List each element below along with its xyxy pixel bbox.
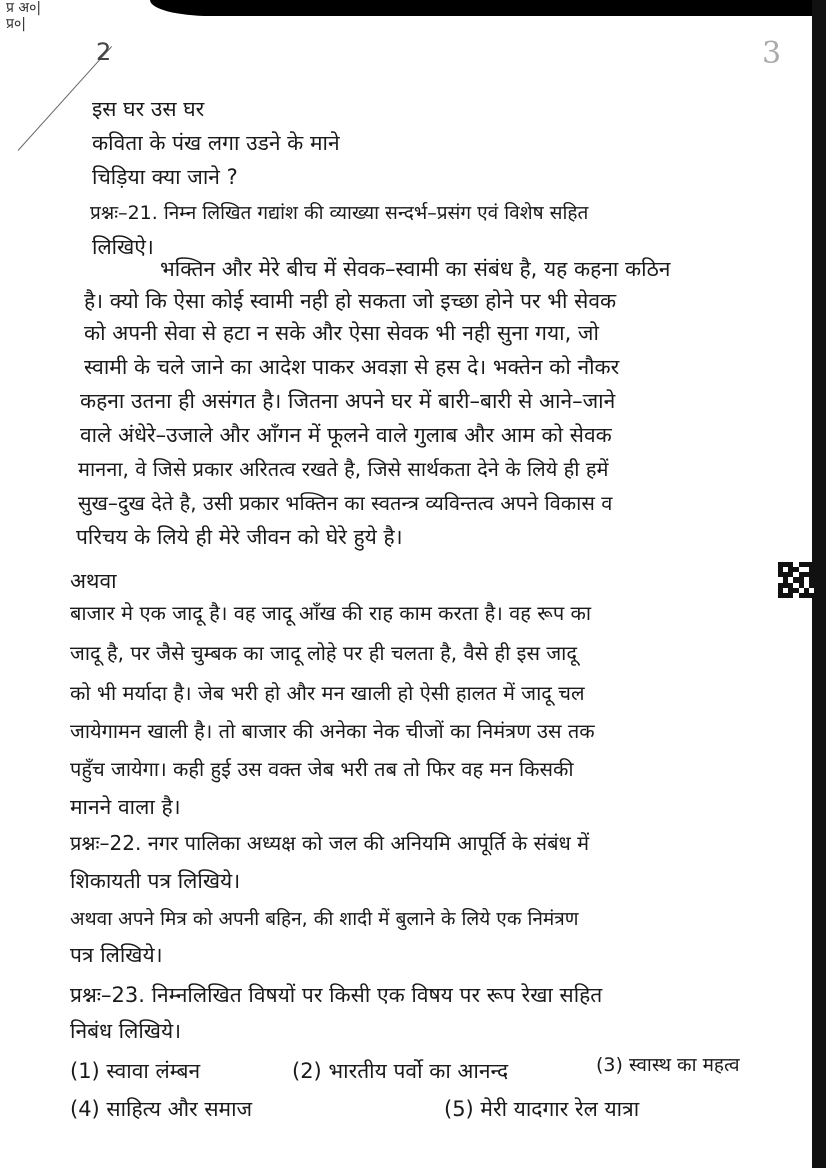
- scan-top-shadow: [150, 0, 826, 16]
- page-number-left: 2: [96, 38, 112, 66]
- q23-option: (4) साहित्य और समाज: [70, 1097, 253, 1121]
- q21-alt-line: जादू है, पर जैसे चुम्बक का जादू लोहे पर ही चलता है, वैसे ही इस जादू: [70, 641, 577, 665]
- q21-or-label: अथवा: [70, 569, 117, 593]
- q21-header: प्रश्नः–21. निम्न लिखित गद्यांश की व्याख्या सन्दर्भ–प्रसंग एवं विशेष सहित: [90, 202, 589, 224]
- q22-line: प्रश्नः–22. नगर पालिका अध्यक्ष को जल की अनियमि आपूर्ति के संबंध में: [70, 831, 590, 855]
- scan-right-edge: [812, 0, 826, 1168]
- q22-line: अथवा अपने मित्र को अपनी बहिन, की शादी में बुलाने के लिये एक निमंत्रण: [70, 908, 579, 930]
- q22-line: शिकायती पत्र लिखिये।: [70, 869, 241, 893]
- margin-note: [6, 0, 41, 32]
- poem-line: कविता के पंख लगा उडने के माने: [92, 131, 340, 155]
- q21-alt-line: पहुँच जायेगा। कही हुई उस वक्त जेब भरी तब तो फिर वह मन किसकी: [70, 757, 574, 781]
- q21-passage-line: वाले अंधेरे–उजाले और आँगन में फूलने वाले गुलाब और आम को सेवक: [80, 423, 612, 447]
- q23-option: (5) मेरी यादगार रेल यात्रा: [444, 1097, 640, 1121]
- page-number-right: 3: [762, 36, 782, 71]
- q21-passage-line: स्वामी के चले जाने का आदेश पाकर अवज्ञा से हस दे। भक्तेन को नौकर: [84, 355, 620, 379]
- poem-line: इस घर उस घर: [92, 97, 205, 121]
- q21-alt-line: बाजार मे एक जादू है। वह जादू आँख की राह काम करता है। वह रूप का: [70, 601, 592, 625]
- q21-header-cont: लिखिऐ।: [92, 235, 154, 259]
- q21-passage-line: कहना उतना ही असंगत है। जितना अपने घर में बारी–बारी से आने–जाने: [80, 389, 616, 413]
- q23-option: (1) स्वावा लंम्बन: [70, 1059, 201, 1083]
- q21-alt-line: को भी मर्यादा है। जेब भरी हो और मन खाली हो ऐसी हालत में जादू चल: [70, 681, 585, 705]
- margin-note-line: प्र०|: [6, 16, 26, 32]
- q21-passage-line: है। क्यो कि ऐसा कोई स्वामी नही हो सकता जो इच्छा होने पर भी सेवक: [84, 289, 617, 313]
- q23-line: निबंध लिखिये।: [70, 1019, 182, 1043]
- q21-passage-line: भक्तिन और मेरे बीच में सेवक–स्वामी का संबंध है, यह कहना कठिन: [160, 257, 671, 281]
- q21-passage-line: सुख–दुख देते है, उसी प्रकार भक्तिन का स्वतन्त्र व्यविन्तत्व अपने विकास व: [78, 491, 613, 515]
- q21-passage-line: को अपनी सेवा से हटा न सके और ऐसा सेवक भी नही सुना गया, जो: [84, 321, 599, 345]
- q21-passage-line: परिचय के लिये ही मेरे जीवन को घेरे हुये है।: [76, 525, 403, 549]
- q23-line: प्रश्नः–23. निम्नलिखित विषयों पर किसी एक विषय पर रूप रेखा सहित: [70, 983, 603, 1007]
- q21-alt-line: मानने वाला है।: [70, 795, 181, 819]
- q21-passage-line: मानना, वे जिसे प्रकार अरितत्व रखते है, जिसे सार्थकता देने के लिये ही हमें: [78, 457, 609, 481]
- q22-line: पत्र लिखिये।: [70, 943, 163, 967]
- poem-line: चिड़िया क्या जाने ?: [92, 165, 238, 189]
- q23-option: (2) भारतीय पर्वो का आनन्द: [292, 1059, 509, 1083]
- margin-note-line: प्र अ०|: [6, 0, 42, 16]
- q23-option: (3) स्वास्थ का महत्व: [596, 1054, 740, 1076]
- qr-code-icon: [778, 562, 814, 598]
- q21-alt-line: जायेगामन खाली है। तो बाजार की अनेका नेक चीजों का निमंत्रण उस तक: [70, 719, 595, 743]
